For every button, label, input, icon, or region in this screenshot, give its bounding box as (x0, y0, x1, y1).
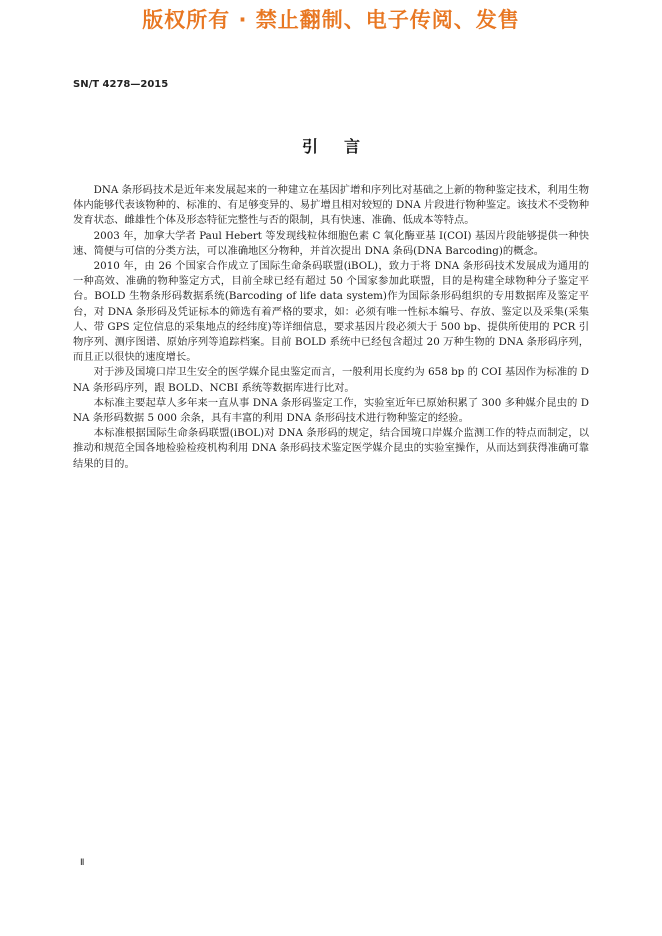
paragraph: DNA 条形码技术是近年来发展起来的一种建立在基因扩增和序列比对基础之上新的物种鉴定技术，利用生物体内能够代表该物种的、标准的、有足够变异的、易扩增且相对较短的 DNA 片段进行物种鉴定。该技术不受物种发育状态、雌雄性个体及形态特征完整性与否的限制，具有快速、准确、低成本等特点。 (73, 184, 589, 227)
copyright-watermark: 版权所有 · 禁止翻制、电子传阅、发售 (142, 8, 520, 32)
paragraph: 2003 年，加拿大学者 Paul Hebert 等发现线粒体细胞色素 C 氧化酶亚基 I(COI) 基因片段能够提供一种快速、简便与可信的分类方法，可以准确地区分物种，并首次提出 DNA 条码(DNA Barcoding)的概念。 (73, 229, 589, 257)
paragraph: 对于涉及国境口岸卫生安全的医学媒介昆虫鉴定而言，一般利用长度约为 658 bp 的 COI 基因作为标准的 DNA 条形码序列，跟 BOLD、NCBI 系统等数据库进行比对。 (73, 366, 589, 394)
paragraph: 本标准主要起草人多年来一直从事 DNA 条形码鉴定工作，实验室近年已原始积累了 300 多种媒介昆虫的 DNA 条形码数据 5 000 余条，具有丰富的利用 DNA 条形码技术进行物种鉴定的经验。 (73, 396, 589, 425)
body-text (73, 183, 589, 472)
page-number: Ⅱ (80, 858, 85, 868)
paragraph: 2010 年，由 26 个国家合作成立了国际生命条码联盟(iBOL)，致力于将 DNA 条形码技术发展成为通用的一种高效、准确的物种鉴定方式，目前全球已经有超过 50 个国家参加此联盟，目的是构建全球物种分子鉴定平台。BOLD 生物条形码数据系统(Barcoding of life data system)作为国际条形码组织的专用数据库及鉴定平台，对 DNA 条形码及凭证标本的筛选有着严格的要求，如：必须有唯一性标本编号、存放、鉴定以及采集(采集人、带 GPS 定位信息的采集地点的经纬度)等详细信息，要求基因片段必须大于 500 bp、提供所使用的 PCR 引物序列、测序图谱、原始序列等追踪档案。目前 BOLD 系统中已经包含超过 20 万种生物的 DNA 条形码序列，而且正以很快的速度增长。 (73, 260, 589, 364)
section-title: 引言 (301, 137, 386, 156)
paragraph: 本标准根据国际生命条码联盟(iBOL)对 DNA 条形码的规定，结合国境口岸媒介监测工作的特点而制定，以推动和规范全国各地检验检疫机构利用 DNA 条形码技术鉴定医学媒介昆虫的实验室操作，从而达到获得准确可靠结果的目的。 (73, 427, 589, 470)
standard-code: SN/T 4278—2015 (73, 79, 169, 90)
